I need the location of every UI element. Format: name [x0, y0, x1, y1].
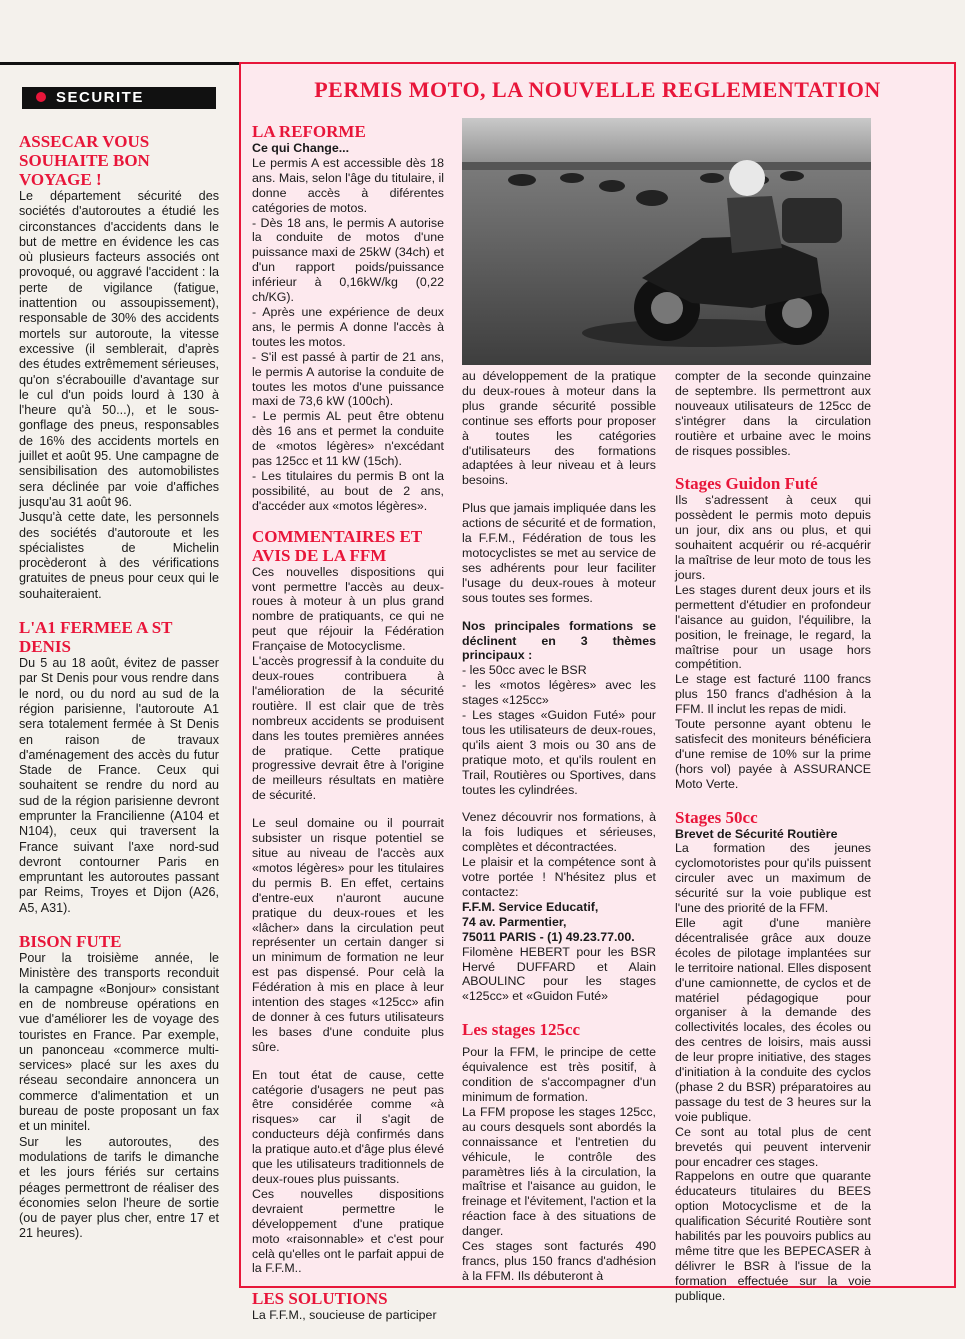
paragraph: Ces nouvelles dispositions devraient permettre le développement d'une pratique moto «raisonnable» et c'est pour celà qu'elles ont le parfait appui de la F.F.M..: [252, 1186, 444, 1276]
paragraph: Le stage est facturé 1100 francs plus 150 francs d'adhésion à la FFM. Il inclut les repas de midi.: [675, 672, 871, 717]
paragraph: Ils s'adressent à ceux qui possèdent le permis moto depuis un jour, dix ans ou plus, et qui souhaitent acquérir ou ré-acquérir la maîtrise de leur moto de tous les jours.: [675, 493, 871, 582]
paragraph: - S'il est passé à partir de 21 ans, le permis A autorise la conduite de toutes les motos d'une puissance maxi de 73,6 kW (100ch).: [252, 349, 444, 409]
paragraph: Plus que jamais impliquée dans les actions de sécurité et de formation, la F.F.M., Fédération de tous les motocyclistes se met au service de ses adhérents pour leur faciliter l'usage du deux-roues à moteur sous toutes ses formes.: [462, 501, 656, 605]
address-line: 74 av. Parmentier,: [462, 914, 567, 929]
article-title-assecar: ASSECAR VOUS SOUHAITE BON VOYAGE !: [19, 132, 150, 189]
paragraph: - Les titulaires du permis B ont la possibilité, au bout de 2 ans, d'accéder aux «motos légères».: [252, 468, 444, 513]
paragraph: Ce sont au total plus de cent brevetés qui peuvent intervenir pour encadrer ces stages.: [675, 1124, 871, 1169]
heading-guidon-fute: Stages Guidon Futé: [675, 474, 818, 494]
motorcycle-photo: [462, 118, 871, 365]
heading-reforme: LA REFORME: [252, 122, 366, 141]
heading-stages-50: Stages 50cc: [675, 807, 758, 827]
article-text: Sur les autoroutes, des modulations de tarifs le dimanche et les jours fériés sur certains péages permettront de réaliser des économies selon l'heure de sortie (ou de payer plus cher, entre 17 et 21 heures).: [19, 1134, 219, 1241]
paragraph: compter de la seconde quinzaine de septembre. Ils permettront aux nouveaux utilisateurs de 125cc de s'intégrer dans la circulation routière et urbaine avec le moins de risques possibles.: [675, 369, 871, 458]
paragraph: Toute personne ayant obtenu le satisfecit des moniteurs bénéficiera d'une remise de 10% sur la prime (hors vol) payée à ASSURANCE Moto Verte.: [675, 717, 871, 791]
paragraph: La F.F.M., soucieuse de participer: [252, 1308, 437, 1323]
paragraph: Les stages durent deux jours et ils permettent d'étudier en profondeur l'aisance au guidon, l'équilibre, la position, le freinage, le regard, la maîtrise pour un usage hors compétition.: [675, 582, 871, 672]
heading-stages-125: Les stages 125cc: [462, 1020, 581, 1040]
column-1: [252, 122, 444, 1323]
article-title-bison: BISON FUTE: [19, 932, 122, 952]
column-3: [675, 369, 871, 1304]
column-2: [462, 369, 656, 1284]
list-item: - Les stages «Guidon Futé» pour tous les utilisateurs de deux-roues, qu'ils aient 3 mois ou 30 ans de pratique moto, et qu'ils roulent en Trail, Routières ou Sportives, dans toutes les cylindrées.: [462, 708, 656, 797]
article-text: Le département sécurité des sociétés d'autoroutes a étudié les circonstances d'accidents dans le but de mettre en évidence les cas où plusieurs facteurs associés ont provoqué, ou aggravé l'accident : la perte de vigilance (fatigue, inattention ou assoupissement), responsable de 30% des accidents mortels sur autoroute, la vitesse excessive (il semblerait, d'après des études extrêmement sérieuses, qu'on s'écrabouille d'avantage sur le cul d'un poids lourd à 130 à l'heure qu'à 50...), et le sous-gonflage des pneus, responsables de 16% des accidents mortels en juillet et août 95. Une campagne de sensibilisation des automobilistes sera déclinée par voie d'affiches jusqu'au 31 août 96.: [19, 189, 219, 509]
address-line: 75011 PARIS - (1) 49.23.77.00.: [462, 929, 635, 944]
paragraph: Rappelons en outre que quarante éducateurs titulaires du BEES option Motocyclisme et de la qualification Sécurité Routière sont habilités par les pouvoirs publics au même titre que les BEPECASER à délivrer le BSR à l'issue de la formation effectuée sur la voie publique.: [675, 1169, 871, 1303]
list-item: - les «motos légères» avec les stages «125cc»: [462, 678, 656, 708]
paragraph: - Dès 18 ans, le permis A autorise la conduite de motos d'une puissance maxi de 25kW (34ch) et d'un rapport poids/puissance inférieur à 0,16kW/kg (0,22 ch/KG).: [252, 215, 444, 305]
bullet-dot-icon: [36, 92, 46, 102]
list-item: - les 50cc avec le BSR: [462, 663, 587, 678]
paragraph: Ces nouvelles dispositions qui vont permettre l'accès au deux-roues à moteur à un plus grand nombre de pratiquants, ce qui ne peut que réjouir la Fédération Française de Motocyclisme.: [252, 564, 444, 654]
paragraph: Ces stages sont facturés 490 francs, plus 150 francs d'adhésion à la FFM. Ils débuteront à: [462, 1239, 656, 1283]
motorcycle-image: [462, 118, 871, 365]
permis-moto-box: [239, 62, 956, 1323]
article-text: Du 5 au 18 août, évitez de passer par St Denis pour vous rendre dans le nord, ou du nord au sud de la région parisienne, l'autoroute A1 sera totalement fermée à St Denis en raison de travaux d'aménagement des accès du futur Stade de France. Ceux qui souhaitent se rendre du nord au sud de la région parisienne devront emprunter la Francilienne (A104 et N104), ceux qui traversent la France suivant l'axe nord-sud devront contourner Paris en empruntant les autoroutes passant par Reims, Troyes et Dijon (A26, A5, A31).: [19, 656, 219, 915]
paragraph: L'accès progressif à la conduite du deux-roues contribuera à l'amélioration de la sécurité routière. Il est clair que de très nombreux accidents se produisent dans les toutes premières années de pratique. Cette pratique progressive devrait être à l'origine de meilleurs résultats en matière de sécurité.: [252, 654, 444, 803]
section-badge: [22, 87, 216, 109]
article-title-a1: L'A1 FERMEE A ST DENIS: [19, 618, 173, 657]
paragraph: - Le permis AL peut être obtenu dès 16 ans et permet la conduite de «motos légères» n'excédant pas 125cc et 11 kW (15ch).: [252, 409, 444, 469]
subheading: Ce qui Change...: [252, 141, 350, 155]
paragraph: Venez découvrir nos formations, à la fois ludiques et sérieuses, complètes et décontractées.: [462, 810, 656, 855]
paragraph: En tout état de cause, cette catégorie d'usagers ne peut pas être considérée comme «à risques» car il s'agit de conducteurs déjà confirmés dans la pratique auto.et d'âge plus élevé que les utilisateurs traditionnels de deux-roues plus puissants.: [252, 1067, 444, 1186]
subheading: Brevet de Sécurité Routière: [675, 826, 838, 841]
article-text: Jusqu'à cette date, les personnels des sociétés d'autoroute et les spécialistes de Michelin procèderont à des vérifications gratuites de pneus pour ceux qui le souhaiteraient.: [19, 510, 219, 601]
subheading: Nos principales formations se déclinent en 3 thèmes principaux :: [462, 618, 656, 663]
article-text: Pour la troisième année, le Ministère des transports reconduit la campagne «Bonjour» consistant en de nombreuse opérations en vue d'améliorer les de voyage des touristes en France. Par exemple, un panonceau «commerce multi-services» placé sur les axes du réseau secondaire annoncera un commerce d'alimentation et un bureau de poste proposant un fax et un minitel.: [19, 951, 219, 1134]
paragraph: Filomène HEBERT pour les BSR Hervé DUFFARD et Alain ABOULINC pour les stages «125cc» et «Guidon Futé»: [462, 944, 656, 1004]
paragraph: Le permis A est accessible dès 18 ans. Mais, selon l'âge du titulaire, il donne accès à diférentes catégories de motos.: [252, 155, 444, 215]
heading-commentaires: COMMENTAIRES ET AVIS DE LA FFM: [252, 526, 422, 565]
heading-solutions: LES SOLUTIONS: [252, 1289, 388, 1309]
address-line: F.F.M. Service Educatif,: [462, 899, 599, 914]
paragraph: Elle agit d'une manière décentralisée grâce aux douze écoles de pilotage implantées sur le territoire national. Elles disposent d'une camionnette, de cyclos et de matériel pédagogique pour organiser à la demande des collectivités locales, des écoles ou des centres de loisirs, mais aussi de leur propre initiative, des stages d'initiation à la conduite des cyclos (phase 2 du BSR) préparatoires au passage du test de 3 heures sur la voie publique.: [675, 916, 871, 1124]
paragraph: La FFM propose les stages 125cc, au cours desquels sont abordés la connaissance et l'entretien du véhicule, le contrôle des paramètres liés à la circulation, la maîtrise et l'aisance au guidon, le freinage et l'évitement, l'action et la réaction face à des situations de danger.: [462, 1104, 656, 1239]
paragraph: La formation des jeunes cyclomotoristes pour qu'ils puissent circuler avec un maximum de sécurité sur la voie publique est l'une des priorité de la FFM.: [675, 841, 871, 916]
section-badge-label: SECURITE: [56, 89, 144, 106]
box-title: PERMIS MOTO, LA NOUVELLE REGLEMENTATION: [314, 77, 881, 102]
left-column: [19, 132, 219, 1242]
paragraph: Le seul domaine ou il pourrait subsister un risque potentiel se situe au niveau de l'accès aux «motos légères» pour les titulaires du permis B. En effet, certains d'entre-eux n'auront aucune pratique du deux-roues et les «lâcher» dans la circulation peut représenter un certain danger si un minimum de formation ne leur est pas dispensé. Pour celà la Fédération à mis en place à leur intention des stages «125cc» afin de donner à ces futurs utilisateurs les bases d'une conduite plus sûre.: [252, 816, 444, 1054]
top-rule: [0, 62, 240, 65]
paragraph: - Après une expérience de deux ans, le permis A donne l'accès à toutes les motos.: [252, 304, 444, 349]
paragraph: au développement de la pratique du deux-roues à moteur dans la plus grande sécurité possible continue ses efforts pour proposer à toutes les catégories d'utilisateurs des formations adaptées à leur niveau et à leurs besoins.: [462, 369, 656, 488]
paragraph: Pour la FFM, le principe de cette équivalence est très positif, à condition de s'accompagner d'un minimum de formation.: [462, 1045, 656, 1104]
paragraph: Le plaisir et la compétence sont à votre portée ! N'hésitez plus et contactez:: [462, 855, 656, 899]
